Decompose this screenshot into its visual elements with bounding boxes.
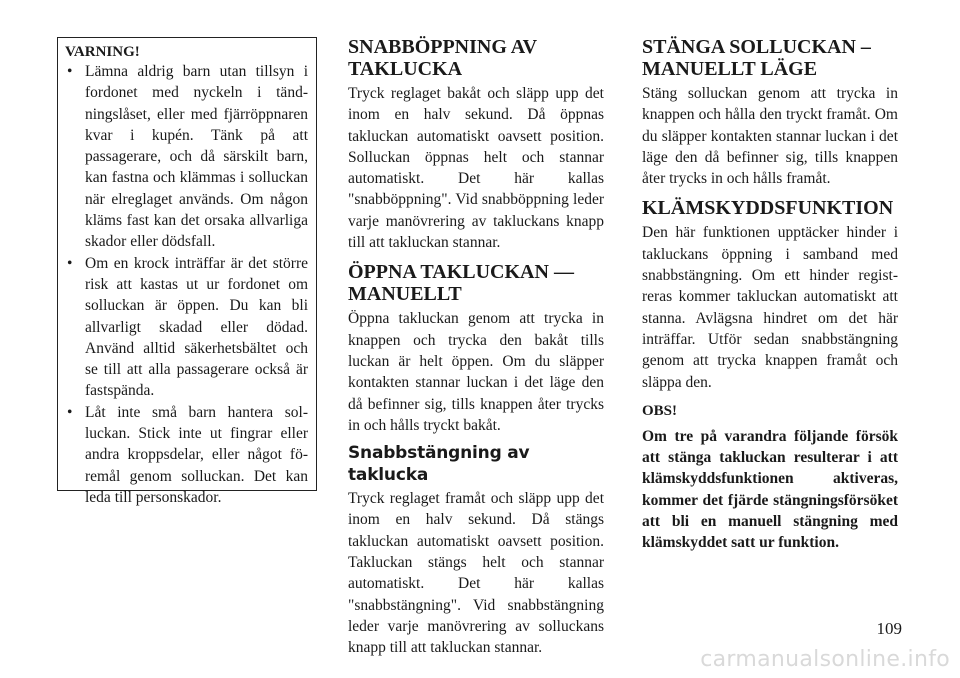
warning-list <box>65 61 308 508</box>
paragraph-oppna-manuellt: Öppna takluckan genom att trycka in knappen och trycka den bakåt tills luckan är helt öppen. Om du släpper kontakten stannar luckan i det läge den då befinner sig, tills knappen åter trycks in och hålls tryckt bakåt. <box>348 310 604 434</box>
page-number: 109 <box>876 619 902 638</box>
note-text: Om tre på varandra följande försök att stänga takluckan resulterar i att klämskyddsfunktionen aktiveras, kommer det fjärde stängningsförsöket att bli en manuell stängning med klämskyddet satt ur funktion. <box>642 427 898 552</box>
column-middle <box>348 36 604 665</box>
heading-line: STÄNGA SOLLUCKAN – <box>642 36 871 58</box>
warning-box <box>57 37 317 506</box>
warning-bullet <box>65 402 308 508</box>
heading-line: MANUELLT <box>348 283 462 306</box>
paragraph-stanga-manuellt: Stäng solluckan genom att trycka in knappen och hålla den tryckt framåt. Om du släpper kontakten stannar luckan i det läge den då befinner sig, tills knappen åter trycks in och hålls framåt. <box>642 85 898 188</box>
warning-bullet-text: Låt inte små barn hantera solluckan. Stick inte ut fingrar eller andra kroppsdelar, eller något föremål genom solluckan. Det kan leda till personskador. <box>85 403 308 506</box>
paragraph-snabbstangning: Tryck reglaget framåt och släpp upp det inom en halv sekund. Då stängs takluckan automatiskt oavsett position. Takluckan stängs helt och stannar automatiskt. Det här kallas "snabbstängning". Vid snabbstängning leder varje manövrering av solluckans knapp till att takluckan stannar. <box>348 490 604 657</box>
column-right <box>642 36 898 554</box>
warning-title: VARNING! <box>65 44 140 60</box>
heading-snabbstangning: Snabbstängning av taklucka <box>348 443 530 486</box>
warning-bullet <box>65 61 308 253</box>
warning-bullet-text: Om en krock inträffar är det större risk att kastas ut ur fordonet om solluckan är öppen. Du kan bli allvarligt skadad eller dödad. Använd alltid säkerhetsbältet och se till att alla passagerare också är fastspända. <box>85 254 308 400</box>
watermark: carmanualsonline.info <box>700 647 950 672</box>
paragraph-snabboppning: Tryck reglaget bakåt och släpp upp det inom en halv sekund. Då öppnas takluckan automatiskt oavsett position. Solluckan öppnas helt och stannar automatiskt. Det här kallas "snabböppning". Vid snabböppning leder varje manövrering av takluckans knapp till att takluckan stannar. <box>348 85 604 252</box>
heading-line: TAKLUCKA <box>348 58 463 80</box>
heading-klamskydd: KLÄMSKYDDSFUNKTION <box>642 197 894 220</box>
note-label: OBS! <box>642 402 678 419</box>
heading-stanga-manuellt <box>642 36 898 80</box>
warning-bullet-text: Lämna aldrig barn utan tillsyn i fordonet med nyckeln i tändningslåset, eller med fjärröppnaren kvar i kupén. Tänk på att passagerare, och då särskilt barn, kan fastna och klämmas i solluckan när elreglaget används. Om någon kläms fast kan det orsaka allvarliga skador eller dödsfall. <box>85 63 308 251</box>
heading-snabboppning <box>348 36 604 80</box>
heading-line: MANUELLT LÄGE <box>642 58 818 80</box>
bullet-icon: • <box>67 63 73 80</box>
heading-line: ÖPPNA TAKLUCKAN — <box>348 261 574 284</box>
heading-line: SNABBÖPPNING AV <box>348 36 538 58</box>
paragraph-klamskydd: Den här funktionen upptäcker hinder i takluckans öppning i samband med snabbstängning. Om ett hinder registreras kommer takluckan automatiskt att stanna. Avlägsna hindret om det här inträffar. Utför sedan snabbstängning genom att trycka knappen framåt och släppa den. <box>642 224 898 391</box>
warning-bullet <box>65 253 308 402</box>
heading-oppna-manuellt <box>348 261 604 305</box>
bullet-icon: • <box>67 254 73 272</box>
bullet-icon: • <box>67 403 73 421</box>
